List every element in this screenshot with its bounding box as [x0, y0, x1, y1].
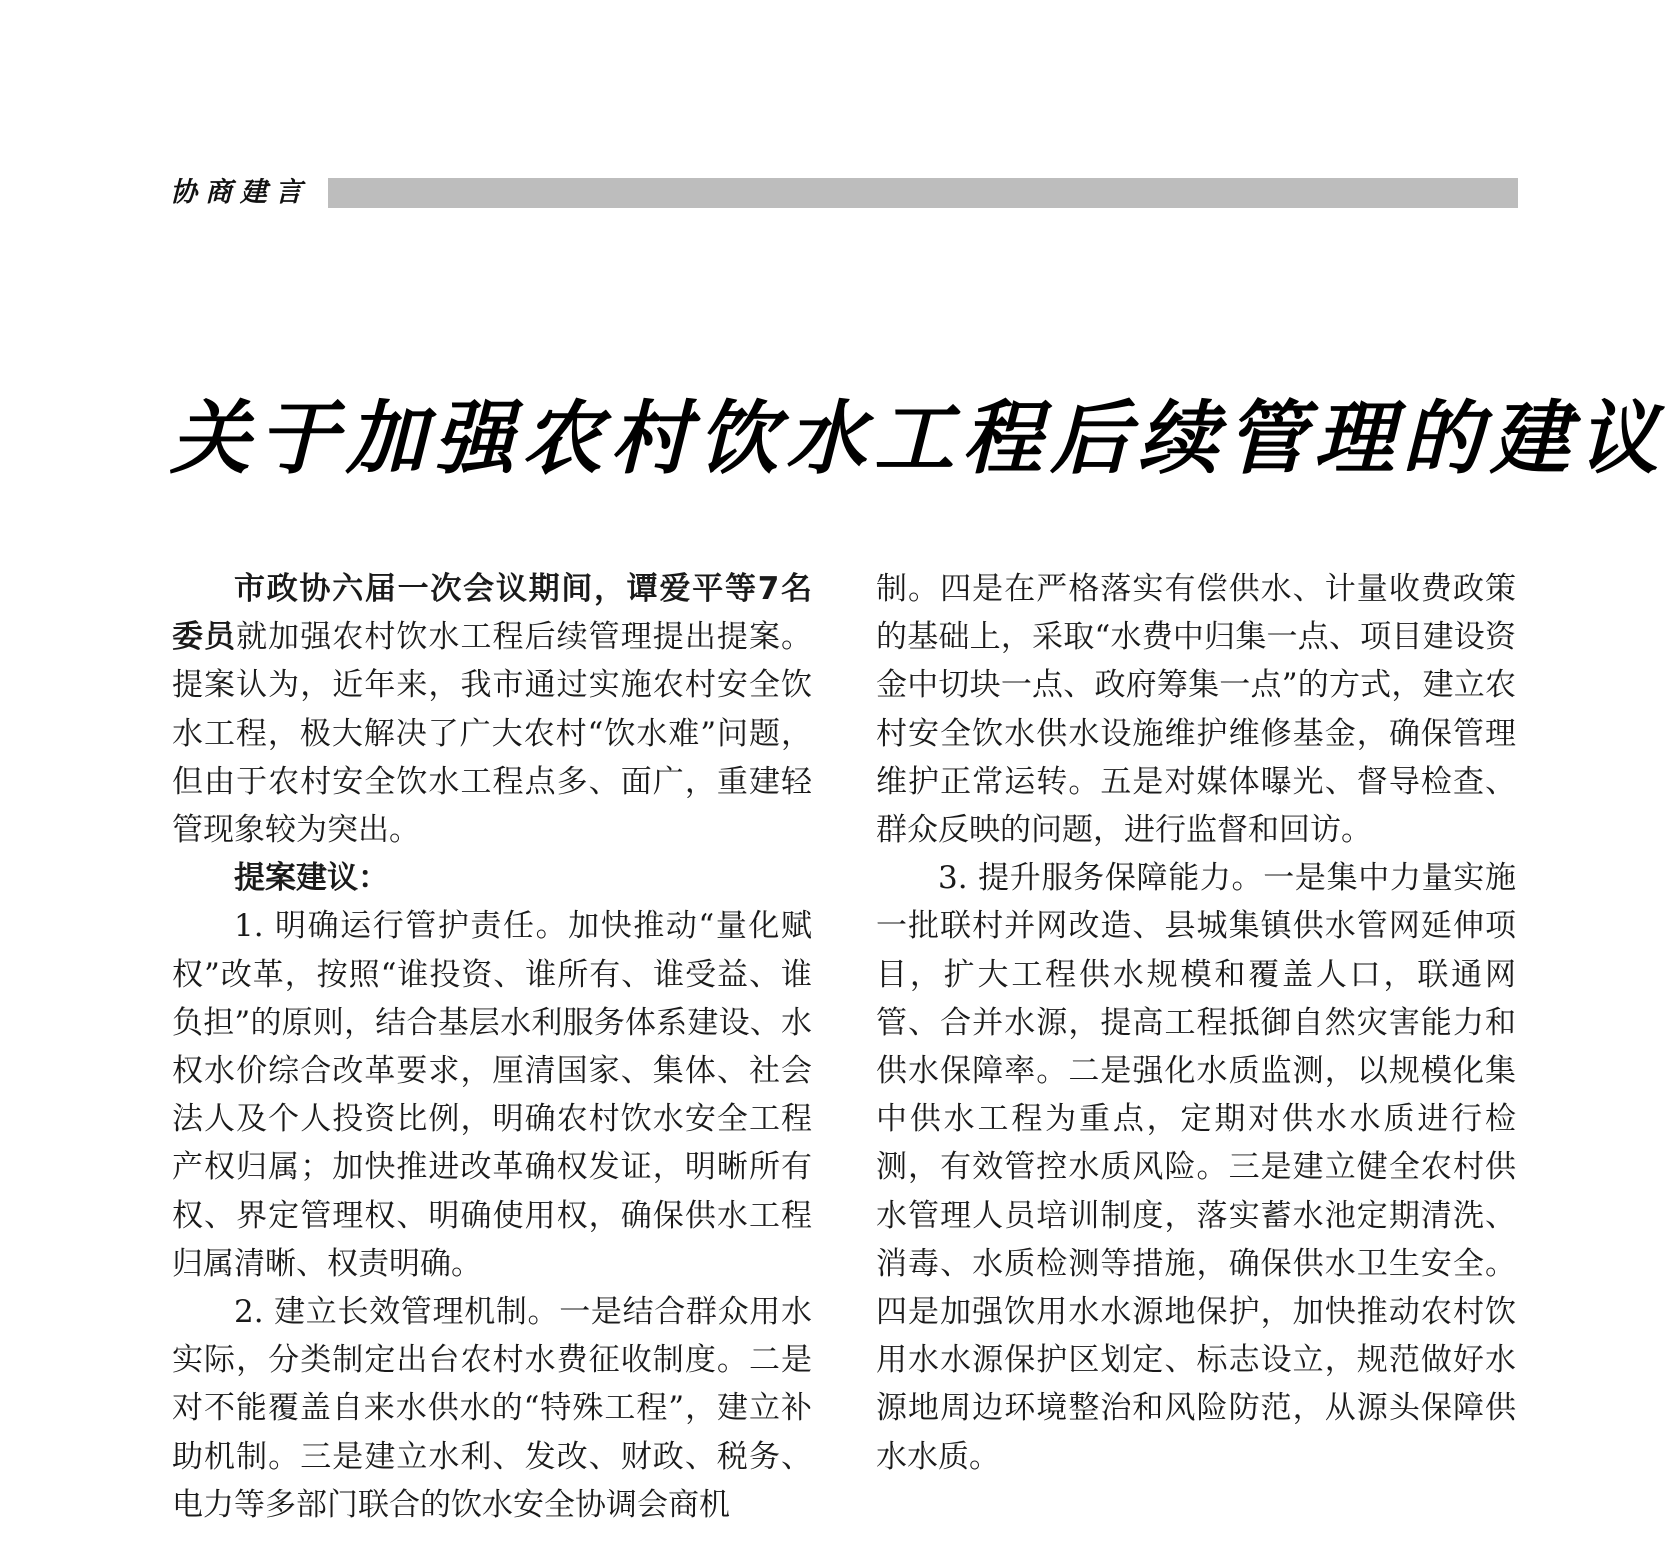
suggestion-item-1: 1. 明确运行管护责任。加快推动“量化赋权”改革，按照“谁投资、谁所有、谁受益、谁负担”的原则，结合基层水利服务体系建设、水权水价综合改革要求，厘清国家、集体、社会法人及个人投资比例，明确农村饮水安全工程产权归属；加快推进改革确权发证，明晰所有权、界定管理权、明确使用权，确保供水工程归属清晰、权责明确。 — [172, 908, 812, 1282]
suggestion-item-2-continued: 制。四是在严格落实有偿供水、计量收费政策的基础上，采取“水费中归集一点、项目建设资金中切块一点、政府筹集一点”的方式，建立农村安全饮水供水设施维护维修基金，确保管理维护正常运转。五是对媒体曝光、督导检查、群众反映的问题，进行监督和回访。 — [876, 571, 1516, 849]
article-title: 关于加强农村饮水工程后续管理的建议 — [170, 391, 1666, 485]
article-column-right — [876, 565, 1516, 1481]
intro-lead: 市政协六届一次会议期间，谭爱平等7名委员 — [172, 571, 812, 656]
suggestions-heading: 提案建议： — [234, 860, 389, 897]
intro-text: 就加强农村饮水工程后续管理提出提案。提案认为，近年来，我市通过实施农村安全饮水工程，极大解决了广大农村“饮水难”问题，但由于农村安全饮水工程点多、面广，重建轻管现象较为突出。 — [172, 619, 813, 849]
suggestion-item-2: 2. 建立长效管理机制。一是结合群众用水实际，分类制定出台农村水费征收制度。二是对不能覆盖自来水供水的“特殊工程”，建立补助机制。三是建立水利、发改、财政、税务、电力等多部门联合的饮水安全协调会商机 — [172, 1294, 812, 1523]
suggestion-item-3: 3. 提升服务保障能力。一是集中力量实施一批联村并网改造、县城集镇供水管网延伸项目，扩大工程供水规模和覆盖人口，联通网管、合并水源，提高工程抵御自然灾害能力和供水保障率。二是强化水质监测，以规模化集中供水工程为重点，定期对供水水质进行检测，有效管控水质风险。三是建立健全农村供水管理人员培训制度，落实蓄水池定期清洗、消毒、水质检测等措施，确保供水卫生安全。四是加强饮用水水源地保护，加快推动农村饮用水水源保护区划定、标志设立，规范做好水源地周边环境整治和风险防范，从源头保障供水水质。 — [876, 860, 1516, 1475]
article-column-left — [172, 565, 812, 1529]
section-header — [170, 176, 1518, 210]
intro-paragraph — [172, 565, 812, 854]
section-divider-bar — [328, 178, 1518, 208]
section-label: 协商建言 — [170, 177, 310, 208]
